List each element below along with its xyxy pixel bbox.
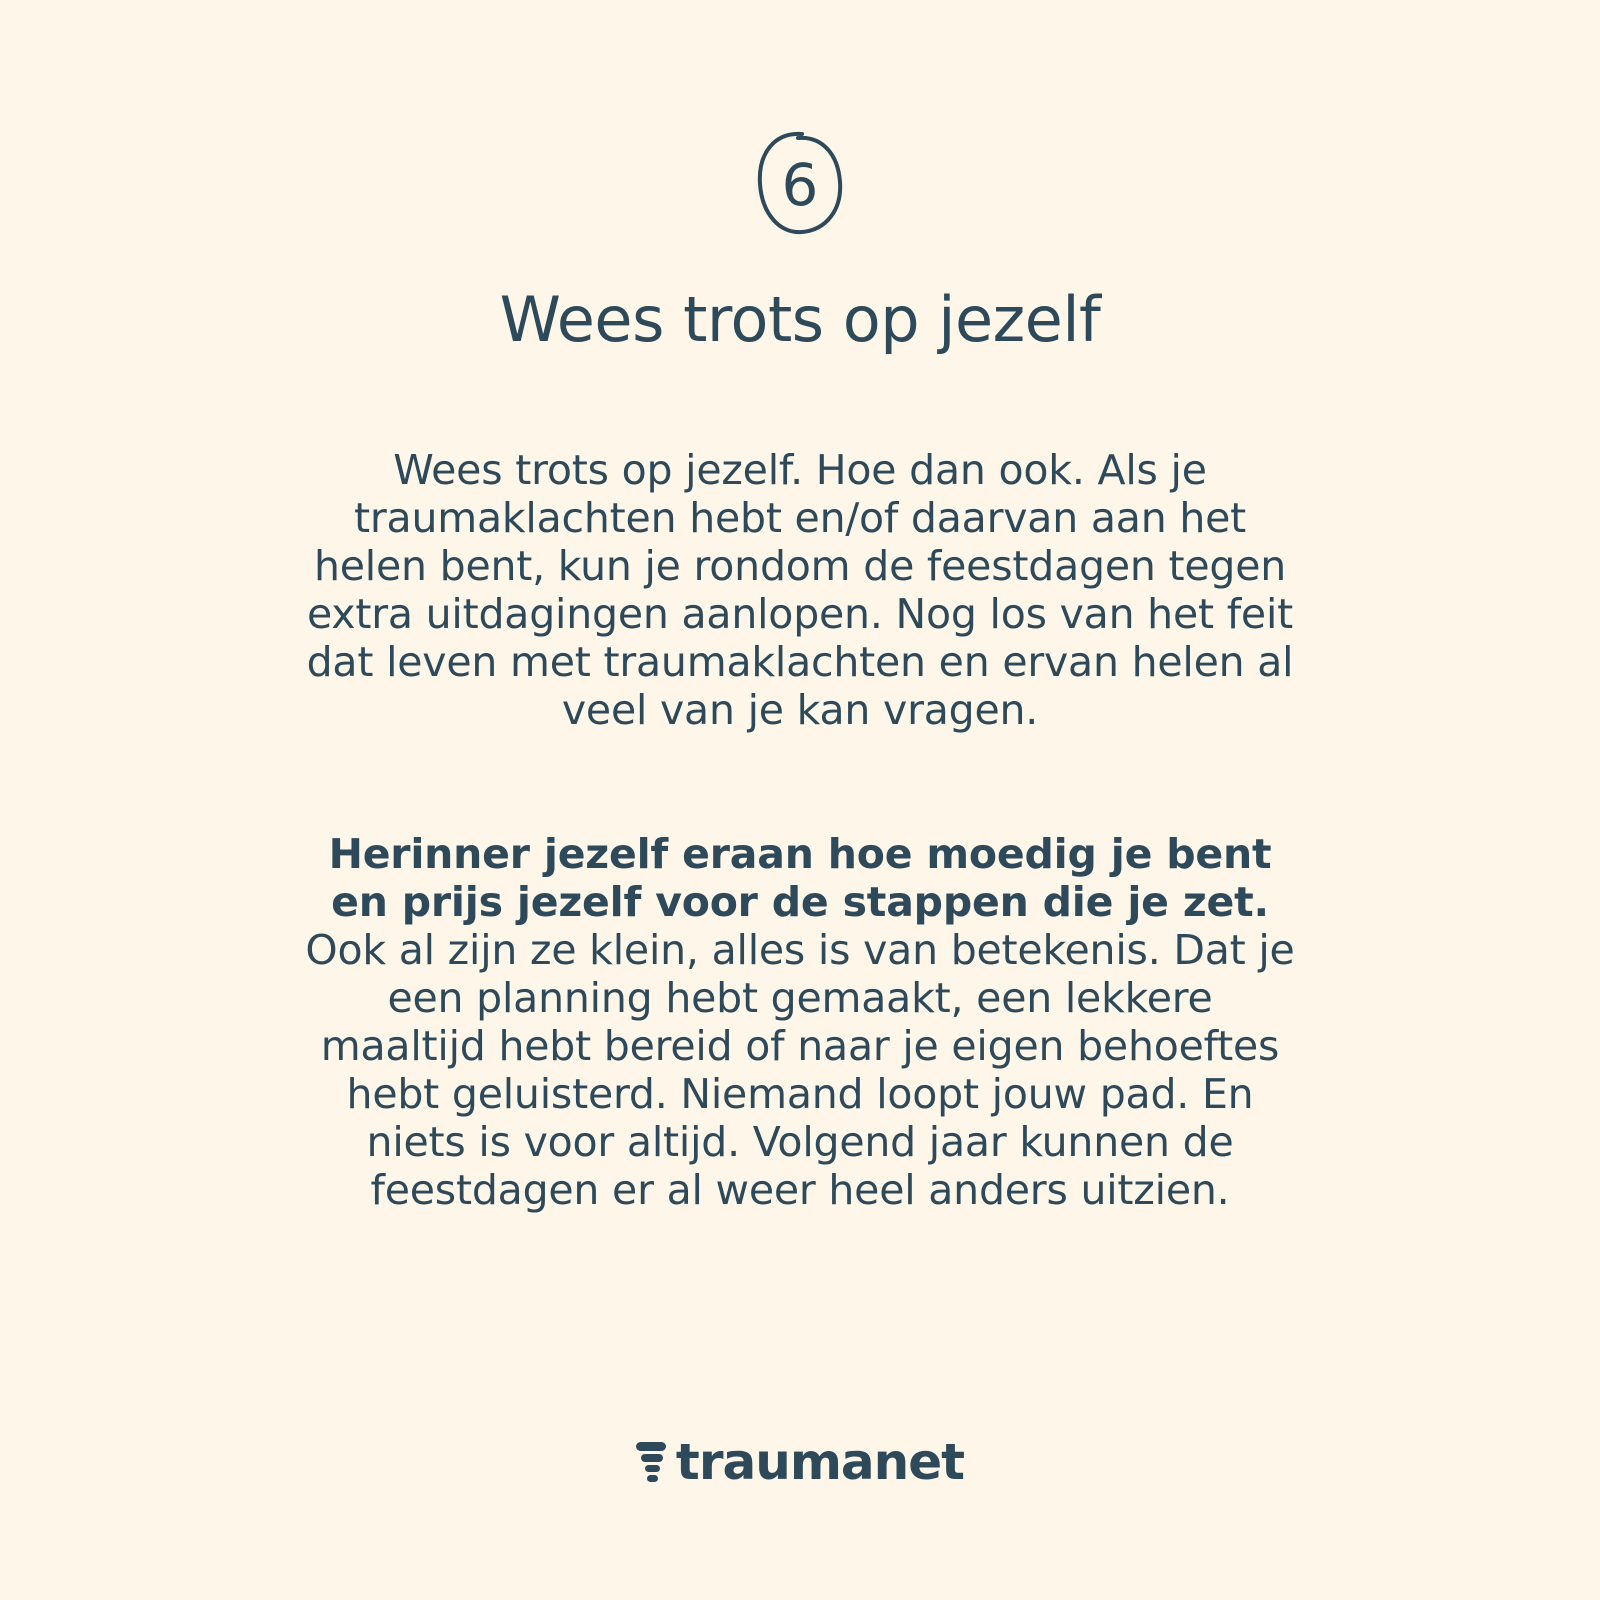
step-number-badge — [752, 128, 848, 240]
brand-name: traumanet — [675, 1433, 965, 1491]
paragraph-intro: Wees trots op jezelf. Hoe dan ook. Als je traumaklachten hebt en/of daarvan aan het helen bent, kun je rondom de feestdagen tegen extra uitdagingen aanlopen. Nog los van het feit dat leven met traumaklachten en ervan helen al veel van je kan vragen. — [306, 446, 1294, 734]
step-number: 6 — [781, 151, 819, 219]
paragraph-rest: Ook al zijn ze klein, alles is van betekenis. Dat je een planning hebt gemaakt, een lekkere maaltijd hebt bereid of naar je eigen behoeftes hebt geluisterd. Niemand loopt jouw pad. En niets is voor altijd. Volgend jaar kunnen de feestdagen er al weer heel anders uitzien. — [305, 926, 1295, 1214]
paragraph-emphasis: Herinner jezelf eraan hoe moedig je bent en prijs jezelf voor de stappen die je zet. — [328, 830, 1272, 926]
paragraph-encouragement — [300, 830, 1300, 1214]
page-title: Wees trots op jezelf — [499, 283, 1101, 356]
traumanet-logo-icon — [636, 1440, 666, 1484]
brand-logo — [0, 1434, 1600, 1490]
